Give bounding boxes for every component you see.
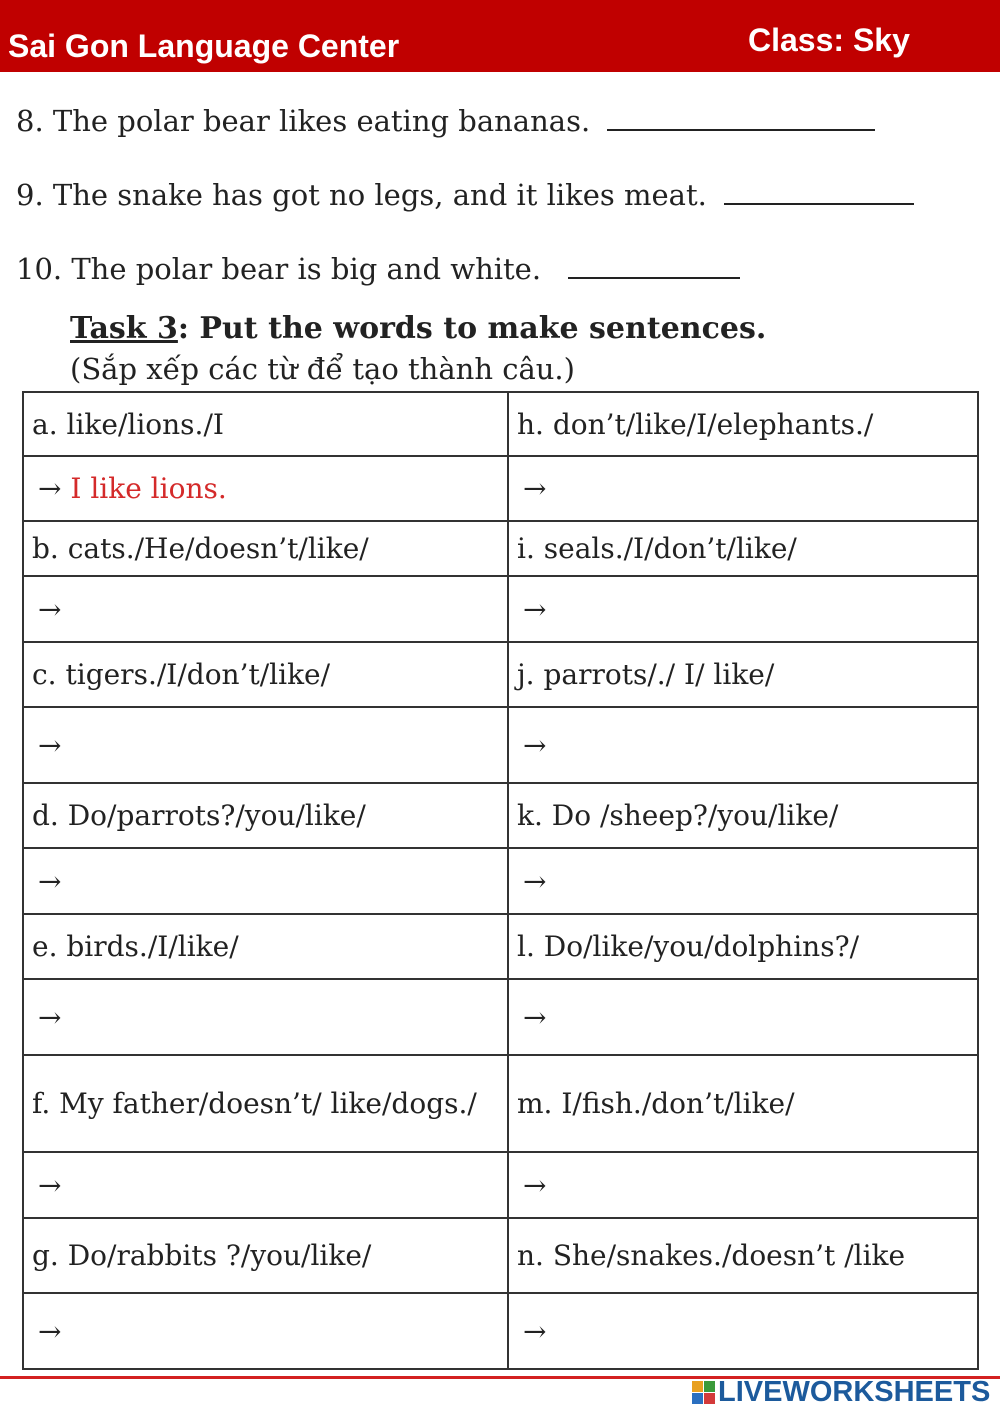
answer-cell[interactable] (508, 1152, 978, 1218)
answer-row (23, 848, 978, 914)
prompt-cell: k. Do /sheep?/you/like/ (508, 783, 978, 848)
prompt-row (23, 642, 978, 707)
prompt-cell: g. Do/rabbits ?/you/like/ (23, 1218, 508, 1293)
class-label: Class: Sky (748, 22, 910, 58)
prompt-cell: h. don’t/like/I/elephants./ (508, 392, 978, 456)
center-name: Sai Gon Language Center (8, 28, 400, 64)
prompt-row (23, 914, 978, 979)
prompt-row (23, 1218, 978, 1293)
prompt-row (23, 1055, 978, 1152)
prompt-row (23, 783, 978, 848)
question-text: 10. The polar bear is big and white. (16, 252, 542, 286)
prompt-cell: f. My father/doesn’t/ like/dogs./ (23, 1055, 508, 1152)
arrow-icon: → (38, 472, 62, 505)
answer-cell[interactable] (508, 979, 978, 1055)
task-title (70, 311, 766, 346)
arrow-icon: → (523, 728, 547, 762)
answer-cell (23, 456, 508, 521)
prompt-cell: i. seals./I/don’t/like/ (508, 521, 978, 576)
arrow-icon: → (38, 1168, 62, 1202)
arrow-icon: → (38, 1314, 62, 1348)
answer-row (23, 576, 978, 642)
question-text: 8. The polar bear likes eating bananas. (16, 104, 591, 138)
arrow-icon: → (523, 1000, 547, 1034)
arrow-icon: → (523, 592, 547, 626)
question-10 (16, 252, 740, 286)
answer-cell[interactable] (508, 707, 978, 783)
liveworksheets-logo (692, 1377, 990, 1407)
answer-blank[interactable] (607, 129, 875, 131)
prompt-cell: j. parrots/./ I/ like/ (508, 642, 978, 707)
prompt-cell: c. tigers./I/don’t/like/ (23, 642, 508, 707)
task-subtitle: (Sắp xếp các từ để tạo thành câu.) (70, 352, 575, 386)
answer-cell[interactable] (23, 707, 508, 783)
answer-row (23, 456, 978, 521)
answer-cell[interactable] (23, 848, 508, 914)
question-8 (16, 104, 875, 138)
answer-cell[interactable] (23, 1152, 508, 1218)
prompt-row (23, 392, 978, 456)
answer-row (23, 707, 978, 783)
prompt-row (23, 521, 978, 576)
sentence-table (22, 391, 979, 1370)
task-label: Task 3 (70, 311, 178, 346)
prompt-cell: b. cats./He/doesn’t/like/ (23, 521, 508, 576)
prompt-cell: n. She/snakes./doesn’t /like (508, 1218, 978, 1293)
prompt-cell: e. birds./I/like/ (23, 914, 508, 979)
answer-cell[interactable] (508, 576, 978, 642)
arrow-icon: → (38, 864, 62, 898)
header-bar (0, 0, 1000, 72)
answer-cell[interactable] (23, 979, 508, 1055)
answer-blank[interactable] (724, 203, 914, 205)
arrow-icon: → (523, 1314, 547, 1348)
prompt-cell: d. Do/parrots?/you/like/ (23, 783, 508, 848)
answer-cell[interactable] (508, 1293, 978, 1369)
arrow-icon: → (523, 864, 547, 898)
arrow-icon: → (523, 472, 547, 505)
answer-row (23, 1152, 978, 1218)
answer-cell[interactable] (23, 1293, 508, 1369)
arrow-icon: → (38, 728, 62, 762)
logo-text: LIVEWORKSHEETS (718, 1375, 991, 1408)
answer-cell[interactable] (508, 456, 978, 521)
answer-blank[interactable] (568, 277, 740, 279)
prompt-cell: a. like/lions./I (23, 392, 508, 456)
prompt-cell: m. I/fish./don’t/like/ (508, 1055, 978, 1152)
question-text: 9. The snake has got no legs, and it likes meat. (16, 178, 707, 212)
example-answer: I like lions. (70, 472, 227, 505)
task-instruction: : Put the words to make sentences. (177, 311, 767, 346)
liveworksheets-icon (692, 1381, 715, 1404)
answer-cell[interactable] (508, 848, 978, 914)
answer-cell[interactable] (23, 576, 508, 642)
prompt-cell: l. Do/like/you/dolphins?/ (508, 914, 978, 979)
question-9 (16, 178, 914, 212)
arrow-icon: → (38, 1000, 62, 1034)
arrow-icon: → (38, 592, 62, 626)
arrow-icon: → (523, 1168, 547, 1202)
answer-row (23, 979, 978, 1055)
answer-row (23, 1293, 978, 1369)
